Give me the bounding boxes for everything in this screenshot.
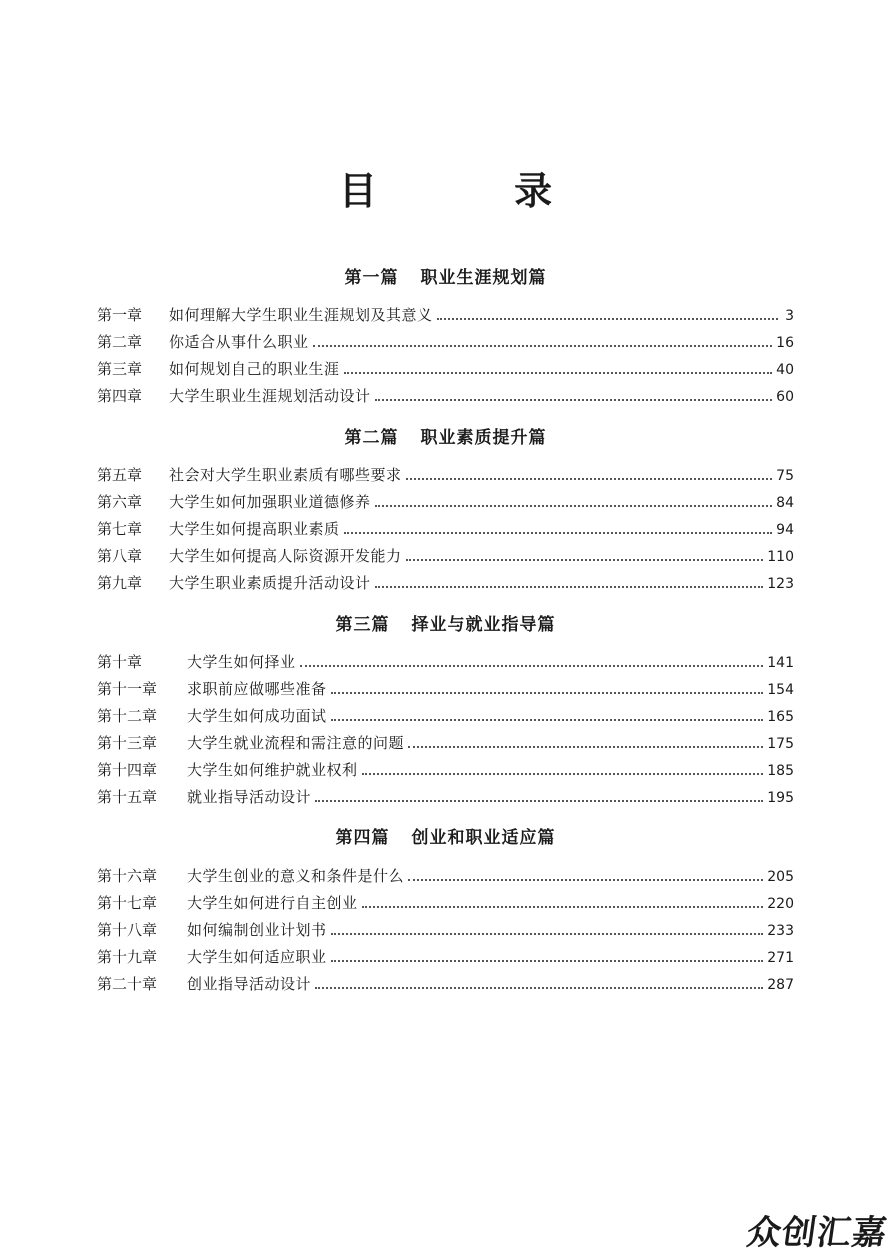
toc-entry[interactable] [97, 302, 794, 329]
page-title: 目 录 [338, 169, 615, 213]
toc-entry[interactable] [97, 356, 794, 383]
dot-leader [315, 986, 763, 989]
part-name: 职业生涯规划篇 [420, 268, 547, 288]
page-number: 141 [767, 655, 794, 671]
chapter-number: 第十三章 [97, 734, 158, 752]
chapter-number: 第十九章 [97, 948, 158, 966]
page-number: 233 [767, 923, 794, 939]
toc-entry[interactable] [97, 784, 794, 811]
chapter-title: 你适合从事什么职业 [169, 333, 309, 351]
chapter-title: 大学生创业的意义和条件是什么 [187, 867, 405, 885]
page-number: 185 [767, 763, 794, 779]
chapter-number: 第五章 [97, 466, 143, 484]
chapter-title: 社会对大学生职业素质有哪些要求 [169, 466, 402, 484]
dot-leader [300, 664, 764, 667]
chapter-number: 第十二章 [97, 707, 158, 725]
toc-list-part-3 [97, 649, 794, 811]
chapter-title: 大学生如何维护就业权利 [187, 761, 358, 779]
dot-leader [331, 691, 764, 694]
dot-leader [344, 371, 773, 374]
chapter-number: 第三章 [97, 360, 143, 378]
chapter-number: 第十章 [97, 653, 143, 671]
page-number: 287 [767, 977, 794, 993]
toc-list-part-1 [97, 302, 794, 410]
page-number: 75 [776, 468, 794, 484]
toc-entry[interactable] [97, 383, 794, 410]
toc-entry[interactable] [97, 462, 794, 489]
dot-leader [375, 585, 764, 588]
chapter-title: 如何编制创业计划书 [187, 921, 327, 939]
page-number: 3 [785, 308, 794, 324]
dot-leader [331, 959, 764, 962]
dot-leader [408, 878, 763, 881]
page-number: 175 [767, 736, 794, 752]
page-number: 40 [776, 362, 794, 378]
toc-entry[interactable] [97, 649, 794, 676]
part-label: 第二篇 [344, 428, 399, 448]
chapter-title: 创业指导活动设计 [187, 975, 312, 993]
dot-leader [437, 317, 778, 320]
watermark-logo: 众创汇嘉 [744, 1213, 890, 1253]
part-name: 择业与就业指导篇 [411, 615, 556, 635]
toc-entry[interactable] [97, 703, 794, 730]
chapter-number: 第十六章 [97, 867, 158, 885]
page-number: 123 [767, 576, 794, 592]
part-heading-3 [0, 615, 891, 635]
chapter-number: 第十四章 [97, 761, 158, 779]
chapter-number: 第八章 [97, 547, 143, 565]
part-label: 第一篇 [344, 268, 399, 288]
chapter-title: 大学生如何择业 [187, 653, 296, 671]
chapter-number: 第七章 [97, 520, 143, 538]
dot-leader [362, 905, 764, 908]
toc-entry[interactable] [97, 730, 794, 757]
dot-leader [375, 504, 773, 507]
chapter-title: 大学生如何加强职业道德修养 [169, 493, 371, 511]
chapter-number: 第二十章 [97, 975, 158, 993]
page-number: 110 [767, 549, 794, 565]
toc-entry[interactable] [97, 543, 794, 570]
part-heading-4 [0, 828, 891, 848]
chapter-title: 大学生职业素质提升活动设计 [169, 574, 371, 592]
dot-leader [375, 398, 773, 401]
chapter-title: 如何理解大学生职业生涯规划及其意义 [169, 306, 433, 324]
dot-leader [331, 932, 764, 935]
page-number: 271 [767, 950, 794, 966]
chapter-title: 大学生就业流程和需注意的问题 [187, 734, 405, 752]
chapter-title: 大学生如何成功面试 [187, 707, 327, 725]
chapter-number: 第十一章 [97, 680, 158, 698]
toc-entry[interactable] [97, 890, 794, 917]
chapter-number: 第十五章 [97, 788, 158, 806]
part-label: 第三篇 [335, 615, 390, 635]
page-number: 16 [776, 335, 794, 351]
chapter-title: 大学生如何提高职业素质 [169, 520, 340, 538]
dot-leader [315, 799, 763, 802]
chapter-title: 大学生职业生涯规划活动设计 [169, 387, 371, 405]
chapter-number: 第十八章 [97, 921, 158, 939]
dot-leader [313, 344, 773, 347]
part-heading-1 [0, 268, 891, 288]
part-label: 第四篇 [335, 828, 390, 848]
toc-entry[interactable] [97, 489, 794, 516]
chapter-title: 求职前应做哪些准备 [187, 680, 327, 698]
dot-leader [344, 531, 773, 534]
toc-entry[interactable] [97, 516, 794, 543]
dot-leader [406, 477, 773, 480]
page-number: 60 [776, 389, 794, 405]
chapter-number: 第十七章 [97, 894, 158, 912]
page-number: 84 [776, 495, 794, 511]
page-number: 165 [767, 709, 794, 725]
chapter-title: 大学生如何提高人际资源开发能力 [169, 547, 402, 565]
page-number: 154 [767, 682, 794, 698]
toc-list-part-4 [97, 863, 794, 998]
chapter-number: 第六章 [97, 493, 143, 511]
toc-list-part-2 [97, 462, 794, 597]
toc-entry[interactable] [97, 944, 794, 971]
chapter-number: 第四章 [97, 387, 143, 405]
page-number: 94 [776, 522, 794, 538]
toc-entry[interactable] [97, 676, 794, 703]
chapter-number: 第一章 [97, 306, 143, 324]
chapter-title: 如何规划自己的职业生涯 [169, 360, 340, 378]
page-number: 220 [767, 896, 794, 912]
dot-leader [406, 558, 764, 561]
page-number: 195 [767, 790, 794, 806]
toc-entry[interactable] [97, 329, 794, 356]
toc-entry[interactable] [97, 863, 794, 890]
dot-leader [408, 745, 763, 748]
toc-entry[interactable] [97, 971, 794, 998]
dot-leader [362, 772, 764, 775]
toc-entry[interactable] [97, 570, 794, 597]
chapter-title: 大学生如何进行自主创业 [187, 894, 358, 912]
chapter-number: 第九章 [97, 574, 143, 592]
part-heading-2 [0, 428, 891, 448]
chapter-title: 大学生如何适应职业 [187, 948, 327, 966]
toc-entry[interactable] [97, 917, 794, 944]
toc-entry[interactable] [97, 757, 794, 784]
part-name: 职业素质提升篇 [420, 428, 547, 448]
page-number: 205 [767, 869, 794, 885]
part-name: 创业和职业适应篇 [411, 828, 556, 848]
dot-leader [331, 718, 764, 721]
chapter-title: 就业指导活动设计 [187, 788, 312, 806]
chapter-number: 第二章 [97, 333, 143, 351]
